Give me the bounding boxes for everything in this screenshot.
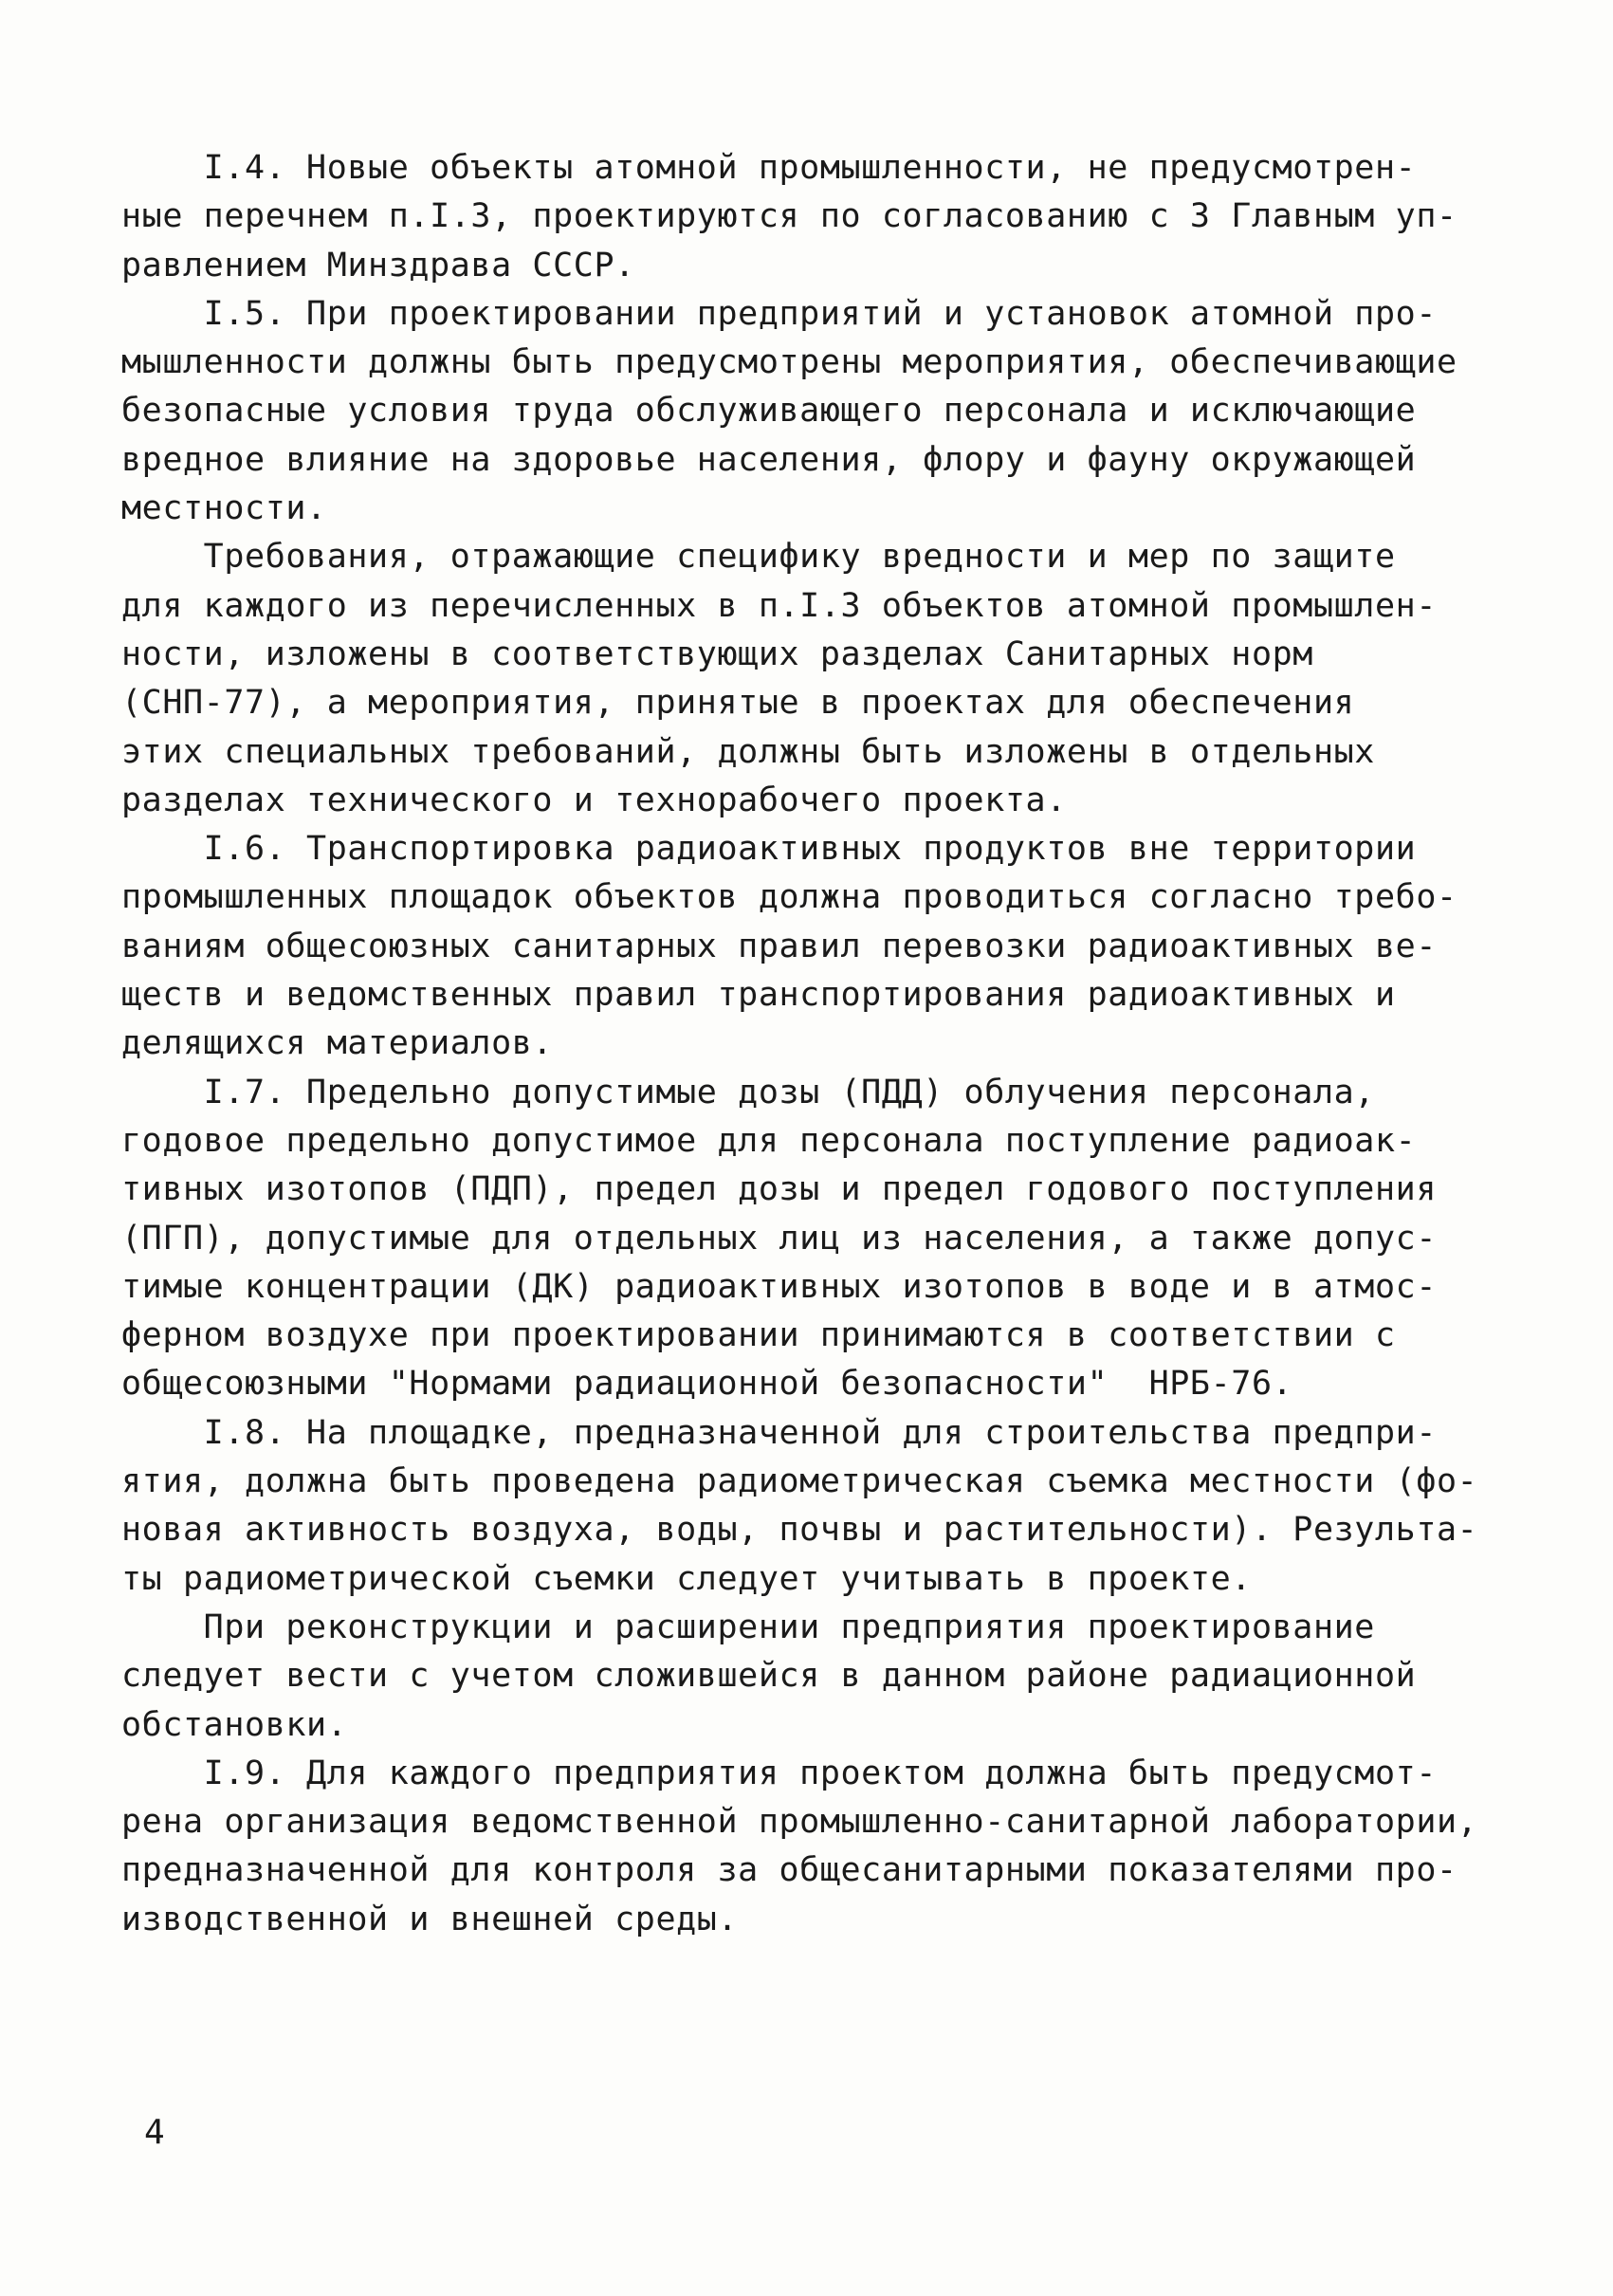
text-line: I.4. Новые объекты атомной промышленности, не предусмотрен-: [121, 149, 1417, 187]
text-line: ваниям общесоюзных санитарных правил перевозки радиоактивных ве-: [121, 927, 1437, 965]
text-line: для каждого из перечисленных в п.I.3 объектов атомной промышлен-: [121, 586, 1437, 625]
text-line: рена организация ведомственной промышленно-санитарной лаборатории,: [121, 1803, 1478, 1842]
text-line: безопасные условия труда обслуживающего персонала и исключающие: [121, 392, 1417, 431]
text-line: ные перечнем п.I.3, проектируются по согласованию с 3 Главным уп-: [121, 197, 1457, 236]
text-line: I.7. Предельно допустимые дозы (ПДД) облучения персонала,: [121, 1073, 1375, 1111]
text-line: этих специальных требований, должны быть изложены в отдельных: [121, 732, 1375, 771]
text-line: При реконструкции и расширении предприятия проектирование: [121, 1607, 1375, 1646]
text-line: годовое предельно допустимое для персонала поступление радиоак-: [121, 1121, 1417, 1160]
text-line: промышленных площадок объектов должна проводиться согласно требо-: [121, 878, 1457, 917]
document-body: [121, 144, 1487, 1944]
text-line: местности.: [121, 489, 327, 528]
text-line: I.6. Транспортировка радиоактивных продуктов вне территории: [121, 830, 1417, 869]
text-line: вредное влияние на здоровье населения, флору и фауну окружающей: [121, 440, 1417, 479]
text-line: общесоюзными "Нормами радиационной безопасности" НРБ-76.: [121, 1365, 1293, 1404]
page-number: 4: [144, 2113, 165, 2152]
text-line: (СНП-77), а мероприятия, принятые в проектах для обеспечения: [121, 684, 1355, 723]
text-line: равлением Минздрава СССР.: [121, 246, 635, 285]
text-line: ществ и ведомственных правил транспортирования радиоактивных и: [121, 976, 1396, 1015]
text-line: новая активность воздуха, воды, почвы и растительности). Результа-: [121, 1511, 1478, 1550]
text-line: I.9. Для каждого предприятия проектом должна быть предусмот-: [121, 1754, 1437, 1792]
text-line: I.8. На площадке, предназначенной для строительства предпри-: [121, 1413, 1437, 1452]
text-line: следует вести с учетом сложившейся в данном районе радиационной: [121, 1657, 1417, 1696]
text-line: делящихся материалов.: [121, 1024, 554, 1063]
text-line: обстановки.: [121, 1705, 348, 1744]
text-line: тивных изотопов (ПДП), предел дозы и предел годового поступления: [121, 1170, 1437, 1209]
text-line: ты радиометрической съемки следует учитывать в проекте.: [121, 1559, 1252, 1598]
text-line: разделах технического и технорабочего проекта.: [121, 781, 1067, 819]
text-line: мышленности должны быть предусмотрены мероприятия, обеспечивающие: [121, 343, 1457, 382]
text-line: I.5. При проектировании предприятий и установок атомной про-: [121, 294, 1437, 333]
text-line: ятия, должна быть проведена радиометрическая съемка местности (фо-: [121, 1462, 1478, 1501]
text-line: тимые концентрации (ДК) радиоактивных изотопов в воде и в атмос-: [121, 1267, 1437, 1306]
text-line: ности, изложены в соответствующих разделах Санитарных норм: [121, 634, 1313, 673]
text-line: ферном воздухе при проектировании принимаются в соответствии с: [121, 1316, 1396, 1355]
text-line: (ПГП), допустимые для отдельных лиц из населения, а также допус-: [121, 1219, 1437, 1258]
text-line: изводственной и внешней среды.: [121, 1900, 739, 1938]
text-line: предназначенной для контроля за общесанитарными показателями про-: [121, 1851, 1457, 1890]
text-line: Требования, отражающие специфику вредности и мер по защите: [121, 538, 1396, 577]
